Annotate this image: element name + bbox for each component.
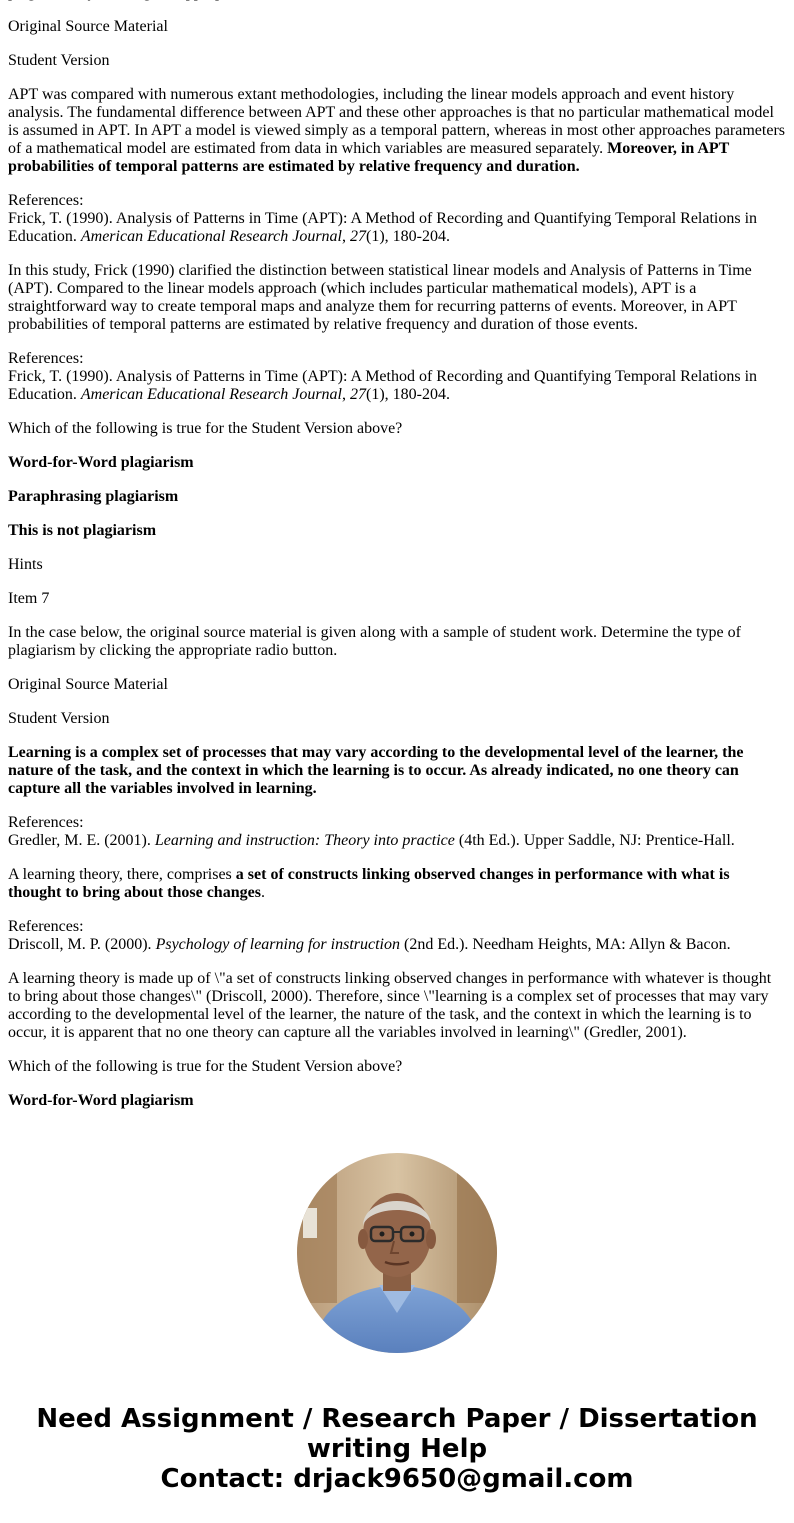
reference-citation: Frick, T. (1990). Analysis of Patterns in Time (APT): A Method of Recording and Quantifying Temporal Relations in Education. xyxy=(8,210,758,245)
item6-original-text-bold: Moreover, in APT probabilities of temporal patterns are estimated by relative frequency and duration. xyxy=(8,140,730,175)
reference-citation: Driscoll, M. P. (2000). xyxy=(8,936,156,953)
reference-edition: (4th Ed.). Upper Saddle, NJ: Prentice-Hall. xyxy=(454,832,735,849)
item7-original-text xyxy=(8,744,786,798)
reference-label: References: xyxy=(8,350,84,367)
item7-original-text-bold: Learning is a complex set of processes that may vary according to the developmental level of the learner, the nature of the task, and the context in which the learning is to occur. As already indicated, no one theory can capture all the variables involved in learning. xyxy=(8,744,744,797)
item6-original-text xyxy=(8,86,786,176)
reference-pages: (1), 180-204. xyxy=(366,228,450,245)
promo-contact: Contact: drjack9650@gmail.com xyxy=(160,1464,634,1494)
option-label[interactable]: Word-for-Word plagiarism xyxy=(8,1092,194,1109)
item7-title: Item 7 xyxy=(8,590,50,607)
item6-original-heading: Original Source Material xyxy=(8,18,168,35)
reference-label: References: xyxy=(8,918,84,935)
item7-option-word-for-word[interactable] xyxy=(8,1092,786,1110)
second-source-plain: A learning theory, there, comprises xyxy=(8,866,236,883)
option-label[interactable]: This is not plagiarism xyxy=(8,522,157,539)
item6-reference-1 xyxy=(8,192,786,246)
item6-instructions-tail xyxy=(8,0,786,2)
reference-edition: (2nd Ed.). Needham Heights, MA: Allyn & Bacon. xyxy=(399,936,731,953)
reference-book: Learning and instruction: Theory into practice xyxy=(154,832,455,849)
item7-reference-2 xyxy=(8,918,786,954)
reference-label: References: xyxy=(8,814,84,831)
item7-question: Which of the following is true for the Student Version above? xyxy=(8,1058,403,1075)
reference-citation: Gredler, M. E. (2001). xyxy=(8,832,155,849)
reference-journal: American Educational Research Journal xyxy=(80,228,342,245)
item7-second-source-text xyxy=(8,866,786,902)
item6-option-paraphrasing[interactable] xyxy=(8,488,786,506)
item7-original-heading: Original Source Material xyxy=(8,676,168,693)
item6-original-text-plain: APT was compared with numerous extant methodologies, including the linear models approach and event history analysis. The fundamental difference between APT and these other approaches is that no particular mathematical model is assumed in APT. In APT a model is viewed simply as a temporal pattern, whereas in most other approaches parameters of a mathematical model are estimated from data in which variables are measured separately. xyxy=(8,86,785,157)
avatar-portrait xyxy=(297,1153,497,1353)
reference-journal: American Educational Research Journal xyxy=(80,386,342,403)
item7-student-heading: Student Version xyxy=(8,710,110,727)
reference-pages: (1), 180-204. xyxy=(366,386,450,403)
item6-student-heading: Student Version xyxy=(8,52,110,69)
item7-student-text: A learning theory is made up of \"a set of constructs linking observed changes in performance with whatever is thought to bring about those changes\" (Driscoll, 2000). Therefore, since \"learning is a complex set of processes that may vary according to the developmental level of the learner, the nature of the task, and the context in which the learning is to occur, it is apparent that no one theory can capture all the variables involved in learning\" (Gredler, 2001). xyxy=(8,970,772,1041)
promo-banner xyxy=(0,1404,794,1494)
reference-label: References: xyxy=(8,192,84,209)
second-source-period: . xyxy=(260,884,265,901)
document-body xyxy=(8,0,786,1126)
option-label[interactable]: Word-for-Word plagiarism xyxy=(8,454,194,471)
reference-separator: , xyxy=(342,386,350,403)
reference-volume: 27 xyxy=(350,386,366,403)
option-label[interactable]: Paraphrasing plagiarism xyxy=(8,488,179,505)
item7-instructions: In the case below, the original source material is given along with a sample of student work. Determine the type of plagiarism by clicking the appropriate radio button. xyxy=(8,624,741,659)
item6-question: Which of the following is true for the Student Version above? xyxy=(8,420,403,437)
reference-book: Psychology of learning for instruction xyxy=(155,936,400,953)
reference-separator: , xyxy=(342,228,350,245)
second-source-bold: a set of constructs linking observed changes in performance with what is thought to bring about those changes xyxy=(8,866,730,901)
item6-reference-2 xyxy=(8,350,786,404)
item6-option-not-plagiarism[interactable] xyxy=(8,522,786,540)
avatar xyxy=(297,1153,497,1353)
item6-option-word-for-word[interactable] xyxy=(8,454,786,472)
promo-headline: Need Assignment / Research Paper / Dissertation writing Help xyxy=(36,1404,758,1464)
reference-volume: 27 xyxy=(350,228,366,245)
item6-hints[interactable]: Hints xyxy=(8,556,43,573)
reference-citation: Frick, T. (1990). Analysis of Patterns in Time (APT): A Method of Recording and Quantifying Temporal Relations in Education. xyxy=(8,368,758,403)
item6-student-text: In this study, Frick (1990) clarified the distinction between statistical linear models and Analysis of Patterns in Time (APT). Compared to the linear models approach (which includes particular mathematical models), APT is a straightforward way to create temporal maps and analyze them for recurring patterns of events. Moreover, in APT probabilities of temporal patterns are estimated by relative frequency and duration of those events. xyxy=(8,262,752,333)
item7-reference-1 xyxy=(8,814,786,850)
